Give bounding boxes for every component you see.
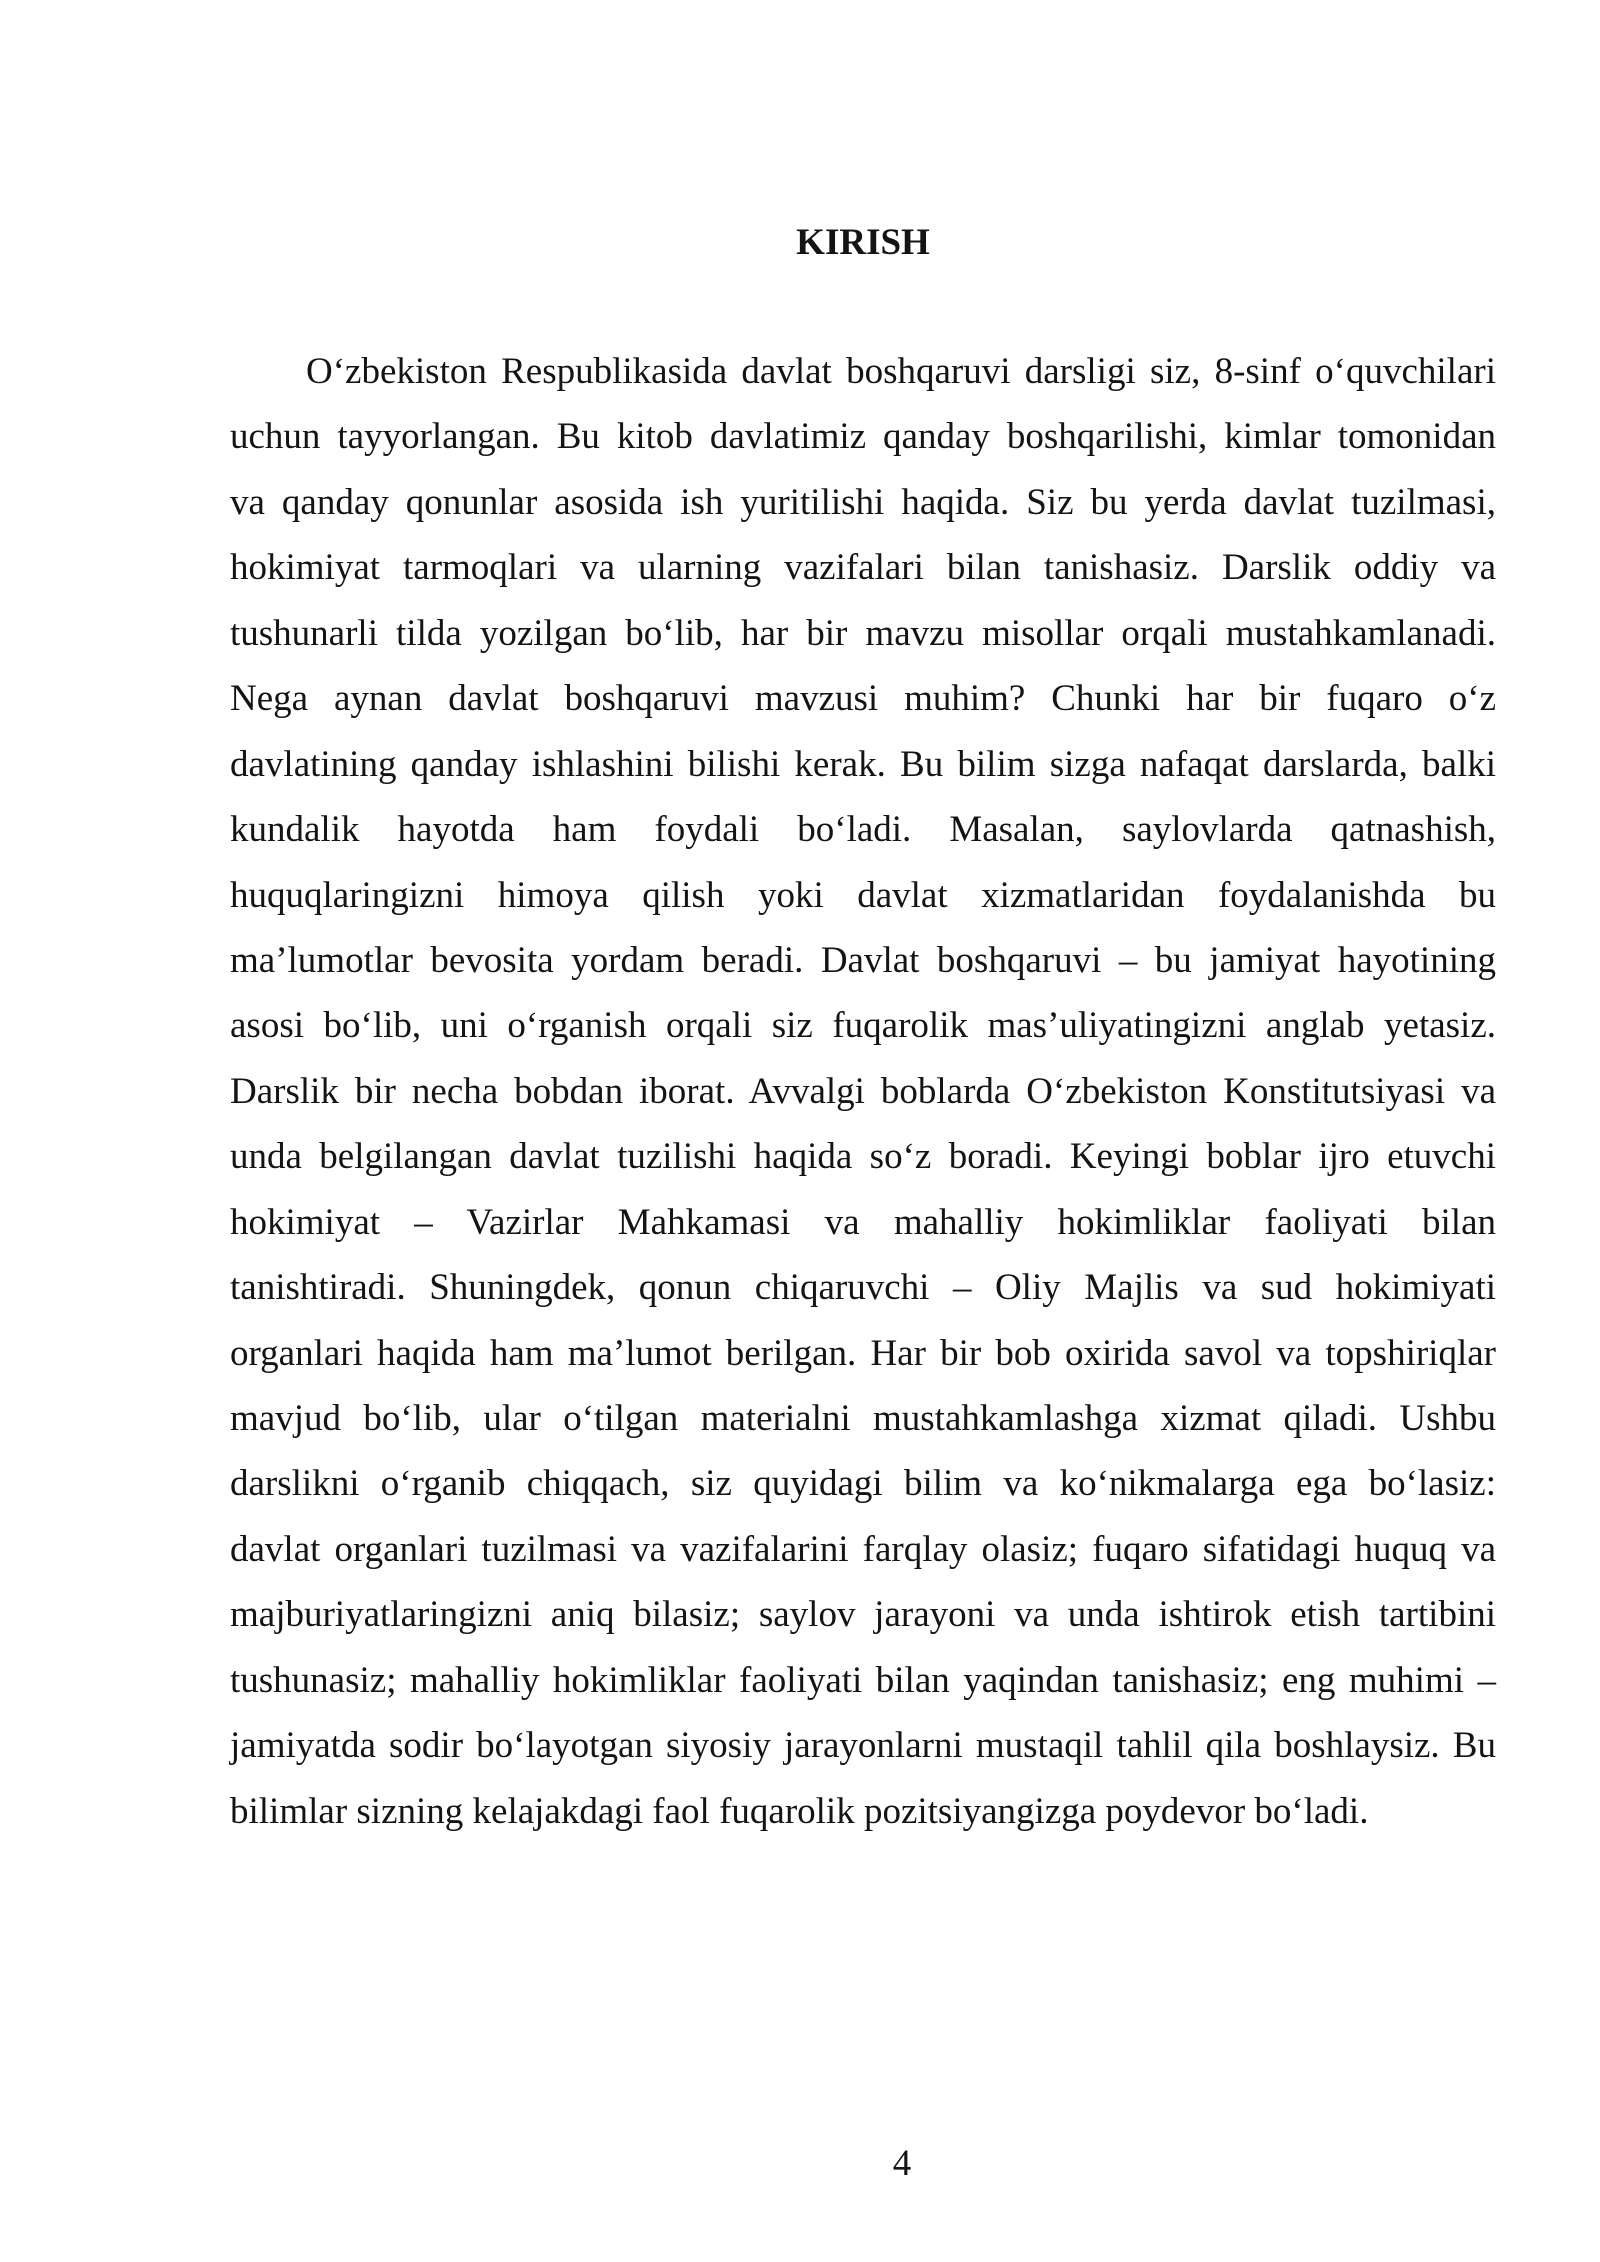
paragraph-line: huquqlaringizni himoya qilish yoki davlat xizmatlaridan foydalanishda bu: [230, 874, 1496, 916]
paragraph-line: tanishtiradi. Shuningdek, qonun chiqaruvchi – Oliy Majlis va sud hokimiyati: [230, 1267, 1496, 1309]
paragraph-line: uchun tayyorlangan. Bu kitob davlatimiz qanday boshqarilishi, kimlar tomonidan: [230, 416, 1496, 458]
paragraph-line: organlari haqida ham ma’lumot berilgan. Har bir bob oxirida savol va topshiriqlar: [230, 1332, 1496, 1374]
paragraph-line: bilimlar sizning kelajakdagi faol fuqarolik pozitsiyangizga poydevor bo‘ladi.: [230, 1790, 1369, 1832]
paragraph-line: Darslik bir necha bobdan iborat. Avvalgi boblarda O‘zbekiston Konstitutsiyasi va: [230, 1070, 1496, 1112]
paragraph-line: davlat organlari tuzilmasi va vazifalarini farqlay olasiz; fuqaro sifatidagi huquq va: [230, 1528, 1496, 1570]
page-number: 4: [892, 2143, 912, 2184]
paragraph-line: kundalik hayotda ham foydali bo‘ladi. Masalan, saylovlarda qatnashish,: [230, 809, 1496, 851]
paragraph-line: majburiyatlaringizni aniq bilasiz; saylov jarayoni va unda ishtirok etish tartibini: [230, 1594, 1496, 1636]
body-paragraph: [230, 339, 1496, 1844]
paragraph-line: O‘zbekiston Respublikasida davlat boshqaruvi darsligi siz, 8-sinf o‘quvchilari: [306, 351, 1496, 392]
paragraph-line: va qanday qonunlar asosida ish yuritilishi haqida. Siz bu yerda davlat tuzilmasi,: [230, 481, 1496, 523]
paragraph-line: ma’lumotlar bevosita yordam beradi. Davlat boshqaruvi – bu jamiyat hayotining: [230, 939, 1496, 981]
paragraph-line: davlatining qanday ishlashini bilishi kerak. Bu bilim sizga nafaqat darslarda, balki: [230, 743, 1496, 785]
paragraph-line: hokimiyat tarmoqlari va ularning vazifalari bilan tanishasiz. Darslik oddiy va: [230, 547, 1496, 589]
paragraph-line: mavjud bo‘lib, ular o‘tilgan materialni mustahkamlashga xizmat qiladi. Ushbu: [230, 1398, 1496, 1439]
paragraph-line: tushunasiz; mahalliy hokimliklar faoliyati bilan yaqindan tanishasiz; eng muhimi –: [230, 1659, 1496, 1701]
paragraph-line: unda belgilangan davlat tuzilishi haqida so‘z boradi. Keyingi boblar ijro etuvchi: [230, 1136, 1496, 1178]
paragraph-line: asosi bo‘lib, uni o‘rganish orqali siz fuqarolik mas’uliyatingizni anglab yetasiz.: [230, 1005, 1496, 1047]
paragraph-line: tushunarli tilda yozilgan bo‘lib, har bir mavzu misollar orqali mustahkamlanadi.: [230, 612, 1496, 654]
page-title: KIRISH: [796, 222, 930, 263]
paragraph-line: hokimiyat – Vazirlar Mahkamasi va mahalliy hokimliklar faoliyati bilan: [230, 1201, 1496, 1243]
paragraph-line: jamiyatda sodir bo‘layotgan siyosiy jarayonlarni mustaqil tahlil qila boshlaysiz. Bu: [230, 1725, 1496, 1767]
paragraph-line: darslikni o‘rganib chiqqach, siz quyidagi bilim va ko‘nikmalarga ega bo‘lasiz:: [230, 1463, 1496, 1505]
paragraph-line: Nega aynan davlat boshqaruvi mavzusi muhim? Chunki har bir fuqaro o‘z: [230, 678, 1496, 720]
